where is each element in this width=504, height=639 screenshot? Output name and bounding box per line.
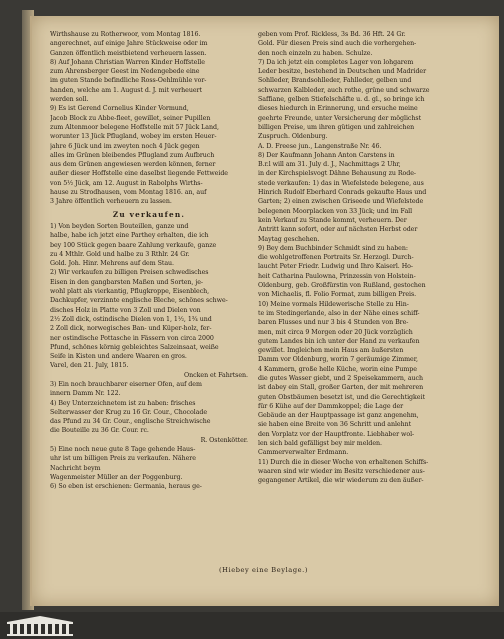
text-line: Varel, den 21. July, 1815. — [50, 362, 129, 370]
text-line: uhr ist um billigen Preis zu verkaufen. Nähere — [50, 455, 196, 463]
text-line: in der Kirchspielsvogt Dähne Behausung zu Rode- — [258, 170, 416, 178]
text-line: 3 Jahre öffentlich verheuern zu lassen. — [50, 198, 172, 206]
text-line: die Bouteille zu 36 Gr. Cour. rc. — [50, 427, 149, 435]
text-line: Gold. Joh. Hinr. Mehrens auf dem Stau. — [50, 260, 175, 268]
text-line: Leder besitze, bestehend in Deutschen und Madrider — [258, 68, 427, 76]
text-line: zu 4 Mthlr. Gold und halbe zu 3 Rthlr. 24 Gr. — [50, 250, 190, 258]
text-line: den noch einzeln zu haben. Schulze. — [258, 49, 373, 57]
text-line: gegangener Artikel, die wir wiederum zu den äußer- — [258, 477, 424, 485]
signature: R. Ostenkötter. — [200, 436, 248, 444]
text-line: gutem Landes bin ich unter der Hand zu verkaufen — [258, 337, 420, 345]
text-line: Gebäude an der Hauptpassage ist ganz angenehm, — [258, 412, 419, 420]
left-column — [50, 30, 248, 492]
text-line: wohl platt als vierkantig, Pflugkroppe, Eisenblech, — [50, 288, 210, 296]
text-line: 4 Kammern, große helle Küche, worin eine Pumpe — [258, 365, 417, 373]
text-line: die wohlgetroffenen Portraits Sr. Herzogl. Durch- — [258, 254, 414, 262]
text-line: 9) Bey dem Buchbinder Schmidt sind zu haben: — [258, 244, 408, 252]
text-line: 10) Meine vormals Hildewerische Stelle zu Hin- — [258, 300, 409, 308]
right-column — [258, 30, 487, 486]
text-line: angerechnet, auf einige Jahre Stückweise oder im — [50, 40, 208, 48]
text-line: te im Stedingerlande, also in der Nähe eines schiff- — [258, 309, 420, 317]
text-line: hause zu Strodhausen, vom Montag 1816. an, auf — [50, 189, 207, 197]
text-line: alles im Grünen bleibendes Pflugland zum Aufbruch — [50, 151, 215, 159]
text-line: men, mit circa 9 Morgen oder 20 Jück vorzüglich — [258, 328, 413, 336]
text-line: dieses hiedurch in Erinnerung, und ersuche meine — [258, 105, 418, 113]
text-line: guten Obstbäumen besetzt ist, und die Gerechtigkeit — [258, 393, 425, 401]
text-line: die gutes Wasser giebt, und 2 Speisekammern, auch — [258, 374, 424, 382]
text-line: Ganzen öffentlich meistbietend verheuern lassen. — [50, 49, 207, 57]
text-line: Pfund, schönes körnig gebleichtes Salzeinsaat, weiße — [50, 343, 219, 351]
text-line: 2 Zoll dick, norwegisches Ban- und Küper-holz, fer- — [50, 325, 212, 333]
text-line: 2½ Zoll dick, ostindische Dielen von 1, 1½, 1¾ und — [50, 315, 212, 323]
text-line: im guten Stande befindliche Ross-Oehlmühle vor- — [50, 77, 207, 85]
text-line: disches Holz in Platte von 3 Zoll und Dielen von — [50, 306, 201, 314]
text-line: den Vorplatz vor der Hauptfronte. Liebhaber wol- — [258, 430, 415, 438]
text-line: 7) Da ich jetzt ein completes Lager von lohgarem — [258, 58, 414, 66]
text-line: Hinrich Rudolf Eberhard Conrads gekaufte Haus und — [258, 189, 427, 197]
text-line: Saffiane, gelben Stiefelschäfte u. d. gl., so bringe ich — [258, 96, 425, 104]
text-line: Antritt kann sofort, oder auf nächsten Herbst oder — [258, 226, 418, 234]
text-line: ist dabey ein Stall, großer Garten, der mit mehreren — [258, 384, 424, 392]
text-line: ner ostindische Pottasche in Fässern von circa 2000 — [50, 334, 214, 342]
text-line: Zuspruch. Oldenburg. — [258, 133, 328, 141]
text-line: handen, welche am 1. August d. J. mit verheuert — [50, 86, 202, 94]
text-line: kein Verkauf zu Stande kommt, verheuern. Der — [258, 216, 407, 224]
text-line: Dachkupfer, verzinnte englische Bleche, schönes schwe- — [50, 297, 228, 305]
text-line: 5) Eine noch neue gute 8 Tage gehende Haus- — [50, 446, 196, 454]
text-line: worunter 13 Jück Pflugland, wobey im ersten Heuer- — [50, 133, 217, 141]
text-line: bey 100 Stück gegen baare Zahlung verkaufe, ganze — [50, 241, 217, 249]
text-line: werden soll. — [50, 96, 89, 104]
text-line: von Michaelis, fl. Folio Format, zum billigen Preis. — [258, 291, 417, 299]
text-line: das Pfund zu 34 Gr. Cour., englische Streichwische — [50, 418, 211, 426]
text-line: Cammerverwalter Erdmann. — [258, 449, 349, 457]
text-line: Sohlleder, Brandsohlleder, Fahlleder, gelben und — [258, 77, 412, 85]
text-line: Nachricht beym — [50, 464, 101, 472]
text-line: 3) Ein noch brauchbarer eiserner Ofen, auf dem — [50, 380, 202, 388]
text-line: Jacob Block zu Abbe-fleet, gewillet, seiner Pupillen — [50, 114, 211, 122]
text-line: Seife in Kisten und andere Waaren en gros. — [50, 353, 187, 361]
text-line: belegenen Moorplacken von 33 Jück; und im Fall — [258, 207, 413, 215]
text-line: Wirthshause zu Rotherwoor, vom Montag 1816. — [50, 31, 201, 38]
text-line: geben vom Prof. Rickless, 3s Bd. 36 Hft. 24 Gr. — [258, 31, 406, 38]
text-line: stede verkaufen: 1) das in Wiefelstede belegene, aus — [258, 179, 424, 187]
text-line: von 5½ Jück, am 12. August in Rabolphs Wirths- — [50, 179, 203, 187]
viewer-bottom-bar — [0, 612, 504, 639]
text-line: 1) Von beyden Sorten Bouteillen, ganze und — [50, 222, 189, 230]
text-line: innern Damm Nr. 122. — [50, 390, 121, 398]
text-line: Garten; 2) einen zwischen Griseede und Wiefelstede — [258, 198, 424, 206]
text-line: baren Flusses und nur 3 bis 4 Stunden von Bre- — [258, 319, 409, 327]
section-heading: Zu verkaufen. — [112, 209, 186, 219]
text-line: gewillet. Imgleichen mein Haus am äußersten — [258, 347, 404, 355]
text-line: 4) Bey Unterzeichnetem ist zu haben: frisches — [50, 399, 196, 407]
text-line: heit Catharina Paulowna, Prinzessin von Holstein- — [258, 272, 416, 280]
page-footer: (Hiebey eine Beylage.) — [218, 566, 309, 574]
text-line: schwarzen Kalbleder, auch rothe, grüne und schwarze — [258, 86, 430, 94]
text-line: geehrte Freunde, unter Versicherung der möglichst — [258, 114, 422, 122]
text-line: B.r.l will am 31. July d. J., Nachmittags 2 Uhr, — [258, 161, 401, 169]
text-line: billigen Preise, um ihren gütigen und zahlreichen — [258, 123, 415, 131]
text-line: Eisen in den gangbarsten Maßen und Sorten, je- — [50, 278, 203, 286]
library-logo-icon — [6, 616, 74, 636]
text-line: 6) So eben ist erschienen: Germania, heraus ge- — [50, 483, 202, 491]
text-line: außer dieser Hoffstelle eine daselbst liegende Fettweide — [50, 170, 228, 178]
text-line: waaren sind wir wieder im Besitz verschiedener aus- — [258, 467, 425, 475]
text-line: 9) Es ist Gerend Cornelius Kinder Vormund, — [50, 105, 189, 113]
text-line: 11) Durch die in dieser Woche von erhaltenen Schiffs- — [258, 458, 429, 466]
text-line: 8) Auf Johann Christian Warren Kinder Hoffstelle — [50, 58, 205, 66]
text-line: aus dem Grünen angewiesen werden können, ferner — [50, 161, 216, 169]
text-line: Damm vor Oldenburg, worin 7 geräumige Zimmer, — [258, 356, 418, 364]
text-line: Selterwasser der Krug zu 16 Gr. Cour., Chocolade — [50, 408, 208, 416]
text-line: zum Altenmoor belegene Hoffstelle mit 57 Jück Land, — [50, 123, 219, 131]
text-line: Wagenmeister Müller an der Poggenburg. — [50, 473, 183, 481]
text-line: Maytag geschehen. — [258, 235, 320, 243]
text-line: A. D. Freese jun., Langenstraße Nr. 46. — [258, 142, 382, 150]
text-line: Oldenburg, geb. Großfürstin von Rußland, gestochen — [258, 282, 426, 290]
text-line: laucht Peter Friedr. Ludwig und Ihro Kaiserl. Ho- — [258, 263, 413, 271]
text-line: 2) Wir verkaufen zu billigen Preisen schwedisches — [50, 269, 209, 277]
text-line: halbe, habe ich jetzt eine Parthey erhalten, die ich — [50, 232, 209, 240]
text-line: 8) Der Kaufmann Johann Anton Carstens in — [258, 151, 395, 159]
text-line: sie haben eine Breite von 36 Schritt und anlehnt — [258, 421, 412, 429]
text-line: für 6 Kühe auf der Dammkoppel; die Lage der — [258, 402, 404, 410]
text-line: jahre 6 Jück und im zweyten noch 4 Jück gegen — [50, 142, 200, 150]
text-line: len sich bald gefälligst bey mir melden. — [258, 440, 382, 448]
text-line: zum Ahrensberger Geest im Nedengebede eine — [50, 68, 200, 76]
signature: Oncken et Fahrtsen. — [184, 371, 248, 379]
text-line: Gold. Für diesen Preis sind auch die vorhergehen- — [258, 40, 417, 48]
